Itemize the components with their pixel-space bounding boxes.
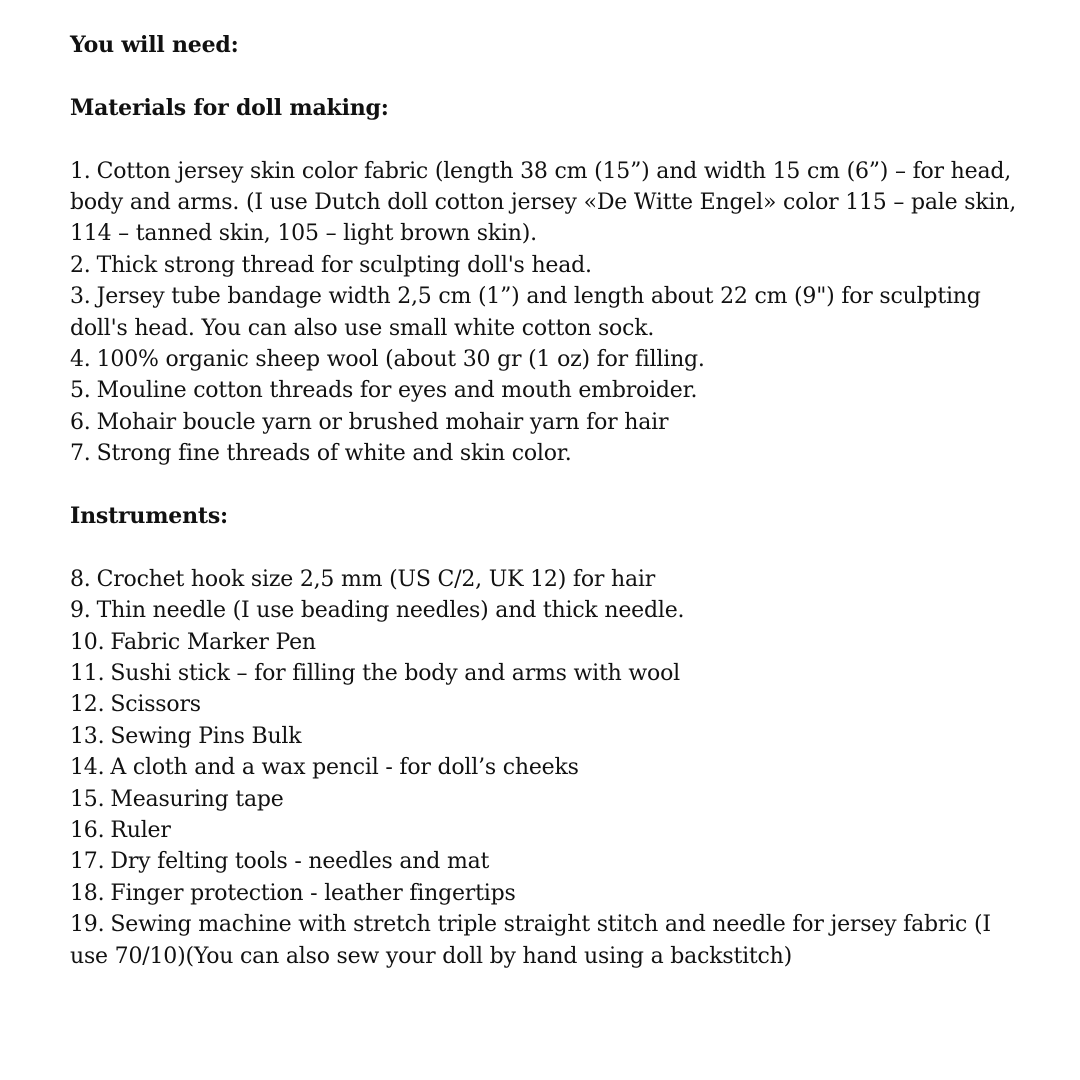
item-number: 10. [70,629,105,655]
list-item [70,250,1020,281]
item-text: A cloth and a wax pencil - for doll’s cheeks [110,755,579,781]
item-number: 17. [70,849,105,875]
item-text: Mouline cotton threads for eyes and mouth embroider. [96,378,698,404]
item-number: 6. [70,409,91,435]
list-item [70,407,1020,438]
list-item [70,752,1020,783]
list-item [70,156,1020,250]
materials-list [70,156,1020,470]
item-text: Mohair boucle yarn or brushed mohair yarn for hair [96,409,669,435]
list-item [70,344,1020,375]
list-item [70,375,1020,406]
item-text: Finger protection - leather fingertips [110,880,516,906]
item-number: 1. [70,158,91,184]
item-number: 8. [70,566,91,592]
heading-instruments: Instruments: [70,503,228,530]
item-number: 3. [70,284,91,310]
item-number: 13. [70,723,105,749]
item-number: 14. [70,755,105,781]
item-text: Dry felting tools - needles and mat [110,849,490,875]
heading-materials: Materials for doll making: [70,94,389,121]
instruments-list [70,564,1020,972]
item-number: 16. [70,818,105,844]
item-number: 12. [70,692,105,718]
list-item [70,721,1020,752]
item-text: Scissors [110,692,201,718]
item-text: Ruler [110,818,171,844]
item-text: Thin needle (I use beading needles) and thick needle. [96,598,685,624]
list-item [70,595,1020,626]
item-number: 19. [70,912,105,938]
supply-list-document [70,30,1020,972]
list-item [70,846,1020,877]
list-item [70,784,1020,815]
item-text: Cotton jersey skin color fabric (length 38 cm (15”) and width 15 cm (6”) – for head, body and arms. (I use Dutch doll cotton jersey «De Witte Engel» color 115 – pale skin, 114 – tanned skin, 105 – light brown skin). [70,158,1017,247]
item-text: Measuring tape [110,786,284,812]
item-text: Jersey tube bandage width 2,5 cm (1”) and length about 22 cm (9") for sculpting doll's head. You can also use small white cotton sock. [70,284,981,341]
list-item [70,909,1020,972]
item-text: 100% organic sheep wool (about 30 gr (1 oz) for filling. [96,347,705,372]
item-number: 9. [70,598,91,624]
list-item [70,658,1020,689]
item-text: Thick strong thread for sculpting doll's head. [96,252,592,278]
list-item [70,878,1020,909]
item-number: 7. [70,441,91,467]
spacer [70,124,1020,155]
spacer [70,470,1020,501]
item-number: 2. [70,252,91,278]
item-text: Strong fine threads of white and skin color. [96,441,572,467]
list-item [70,627,1020,658]
item-text: Fabric Marker Pen [110,629,316,655]
heading-you-will-need: You will need: [70,32,239,58]
list-item [70,281,1020,344]
item-text: Sushi stick – for filling the body and arms with wool [110,661,680,687]
list-item [70,689,1020,720]
item-number: 15. [70,786,105,812]
list-item [70,438,1020,469]
item-number: 5. [70,378,91,404]
spacer [70,532,1020,563]
item-number: 18. [70,880,105,906]
list-item [70,815,1020,846]
item-text: Crochet hook size 2,5 mm (US C/2, UK 12) for hair [96,566,656,592]
item-text: Sewing Pins Bulk [110,723,302,749]
item-number: 11. [70,661,105,687]
item-number: 4. [70,347,91,372]
spacer [70,61,1020,92]
item-text: Sewing machine with stretch triple straight stitch and needle for jersey fabric (I use 70/10)(You can also sew your doll by hand using a backstitch) [70,912,991,969]
list-item [70,564,1020,595]
